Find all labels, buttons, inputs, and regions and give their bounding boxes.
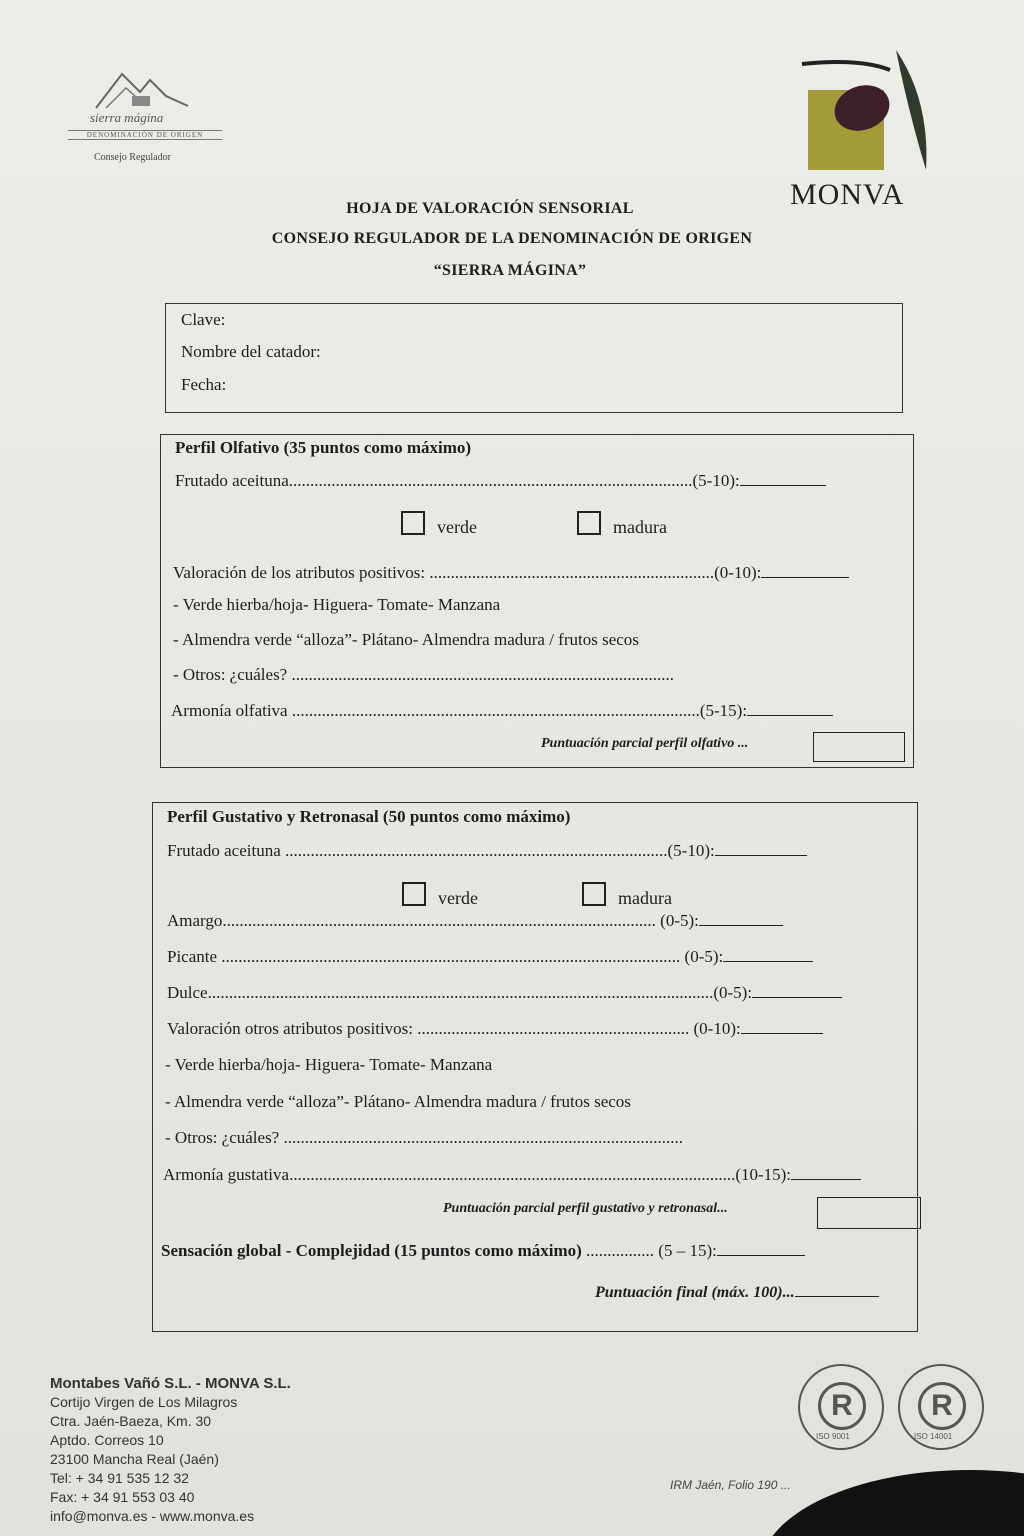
olfativo-armonia-label: Armonía olfativa: [171, 701, 288, 720]
olfativo-madura-checkbox[interactable]: [577, 511, 601, 535]
footer-web: info@monva.es - www.monva.es: [50, 1508, 255, 1524]
olfativo-attr-1: - Verde hierba/hoja- Higuera- Tomate- Manzana: [173, 595, 501, 614]
logo-left-name: sierra mágina: [90, 110, 164, 125]
gustativo-valoracion-blank[interactable]: [741, 1033, 823, 1034]
olfativo-frutado-row: [175, 471, 826, 491]
footer-address-2: Ctra. Jaén-Baeza, Km. 30: [50, 1413, 212, 1429]
dotted-leader: ..........................................................................................: [287, 665, 674, 684]
gustativo-picante-row: [167, 947, 813, 967]
quality-seal-iso9001: [798, 1364, 884, 1450]
gustativo-armonia-blank[interactable]: [791, 1179, 861, 1180]
logo-left-subtitle: DENOMINACIÓN DE ORIGEN: [68, 130, 222, 140]
gustativo-amargo-row: [167, 911, 783, 931]
olfativo-parcial-score-box[interactable]: [813, 732, 905, 762]
olfativo-attr-2: - Almendra verde “alloza”- Plátano- Almendra madura / frutos secos: [173, 630, 639, 649]
olfativo-armonia-row: [171, 701, 833, 721]
sensacion-global-blank[interactable]: [717, 1255, 805, 1256]
dotted-leader: ............................................................................................................: [217, 947, 685, 966]
dotted-leader: ..............................................................................................: [279, 1128, 683, 1147]
footer-address-1: Cortijo Virgen de Los Milagros: [50, 1394, 238, 1410]
quality-seal-iso14001: [898, 1364, 984, 1450]
olfativo-valoracion-blank[interactable]: [761, 577, 849, 578]
olfativo-frutado-blank[interactable]: [740, 485, 826, 486]
gustativo-valoracion-label: Valoración otros atributos positivos:: [167, 1019, 414, 1038]
gustativo-armonia-row: [163, 1165, 861, 1185]
corner-shadow: [760, 1470, 1024, 1536]
gustativo-parcial-score-box[interactable]: [817, 1197, 921, 1229]
olfativo-verde-checkbox[interactable]: [401, 511, 425, 535]
clave-label: Clave:: [181, 310, 226, 329]
monva-logo: [790, 40, 940, 220]
dotted-leader: .......................................................................................................................: [207, 983, 714, 1002]
fecha-label: Fecha:: [181, 375, 227, 394]
gustativo-amargo-range: (0-5):: [660, 911, 699, 930]
form-title: HOJA DE VALORACIÓN SENSORIAL: [346, 200, 634, 217]
olfativo-verde-label: verde: [437, 517, 477, 537]
gustativo-madura-checkbox[interactable]: [582, 882, 606, 906]
gustativo-verde-label: verde: [438, 888, 478, 908]
gustativo-amargo-blank[interactable]: [699, 925, 783, 926]
gustativo-verde-checkbox[interactable]: [402, 882, 426, 906]
seal-2-label: ISO 14001: [914, 1432, 953, 1441]
dotted-leader: ................: [581, 1241, 659, 1260]
olfativo-valoracion-label: Valoración de los atributos positivos:: [173, 563, 426, 582]
form-subtitle: CONSEJO REGULADOR DE LA DENOMINACIÓN DE ORIGEN: [271, 230, 753, 247]
olfativo-valoracion-range: (0-10):: [714, 563, 762, 582]
olfativo-armonia-range: (5-15):: [699, 701, 748, 720]
gustativo-picante-label: Picante: [167, 947, 218, 966]
gustativo-attr-1: - Verde hierba/hoja- Higuera- Tomate- Manzana: [165, 1055, 493, 1074]
gustativo-valoracion-row: [167, 1019, 823, 1039]
gustativo-armonia-label: Armonía gustativa: [163, 1165, 290, 1184]
sensacion-global-label: Sensación global - Complejidad (15 puntos como máximo): [161, 1241, 582, 1260]
gustativo-picante-range: (0-5):: [684, 947, 724, 966]
gustativo-otros-label: - Otros: ¿cuáles?: [165, 1128, 280, 1147]
gustativo-otros-row: [165, 1128, 683, 1148]
dotted-leader: .........................................................................................................: [289, 1165, 736, 1184]
gustativo-heading: Perfil Gustativo y Retronasal (50 puntos como máximo): [167, 807, 571, 826]
gustativo-frutado-range: (5-10):: [667, 841, 715, 860]
sierra-magina-logo: [66, 66, 226, 176]
puntuacion-final-blank[interactable]: [795, 1296, 879, 1297]
gustativo-armonia-range: (10-15):: [735, 1165, 792, 1184]
footer-address-4: 23100 Mancha Real (Jaén): [50, 1451, 219, 1467]
sensacion-global-row: [161, 1241, 805, 1261]
gustativo-attr-2: - Almendra verde “alloza”- Plátano- Almendra madura / frutos secos: [165, 1092, 631, 1111]
olive-fruit-icon: [790, 40, 940, 180]
dotted-leader: ................................................................................................: [287, 701, 700, 720]
gustativo-amargo-label: Amargo: [167, 911, 223, 930]
dotted-leader: ......................................................................................................: [222, 911, 661, 930]
logo-left-caption: Consejo Regulador: [94, 152, 171, 163]
gustativo-frutado-blank[interactable]: [715, 855, 807, 856]
gustativo-dulce-range: (0-5):: [713, 983, 753, 1002]
gustativo-picante-blank[interactable]: [723, 961, 813, 962]
puntuacion-final-row: [595, 1284, 879, 1302]
gustativo-madura-label: madura: [618, 888, 672, 908]
registered-r-icon: R: [918, 1382, 966, 1430]
irm-text: IRM Jaén, Folio 190 ...: [670, 1478, 791, 1492]
id-box: [165, 303, 903, 413]
olfativo-otros-row: [173, 665, 674, 685]
footer-tel: Tel: + 34 91 535 12 32: [50, 1470, 189, 1486]
olfativo-frutado-label: Frutado aceituna: [175, 471, 289, 490]
mountain-icon: [66, 66, 226, 116]
company-footer: [50, 1374, 291, 1526]
olfativo-otros-label: - Otros: ¿cuáles?: [173, 665, 288, 684]
dotted-leader: ...............................................................................................: [288, 471, 693, 490]
gustativo-valoracion-range: (0-10):: [693, 1019, 741, 1038]
olfativo-madura-label: madura: [613, 517, 667, 537]
gustativo-dulce-row: [167, 983, 842, 1003]
olfativo-frutado-range: (5-10):: [692, 471, 740, 490]
seal-1-label: ISO 9001: [816, 1432, 850, 1441]
olfativo-armonia-blank[interactable]: [747, 715, 833, 716]
catador-label: Nombre del catador:: [181, 342, 321, 361]
gustativo-parcial-label: Puntuación parcial perfil gustativo y retronasal...: [443, 1201, 728, 1216]
olfativo-heading: Perfil Olfativo (35 puntos como máximo): [175, 438, 472, 457]
registered-r-icon: R: [818, 1382, 866, 1430]
gustativo-dulce-blank[interactable]: [752, 997, 842, 998]
dotted-leader: ...................................................................: [425, 563, 715, 582]
monva-wordmark: MONVA: [790, 178, 905, 211]
dotted-leader: ..........................................................................................: [280, 841, 668, 860]
footer-firm: Montabes Vañó S.L. - MONVA S.L.: [50, 1375, 291, 1392]
gustativo-dulce-label: Dulce: [167, 983, 208, 1002]
perfil-gustativo-section: [152, 802, 918, 1332]
perfil-olfativo-section: [160, 434, 914, 768]
puntuacion-final-label: Puntuación final (máx. 100)...: [595, 1284, 795, 1301]
gustativo-frutado-row: [167, 841, 807, 861]
dotted-leader: ................................................................: [413, 1019, 694, 1038]
footer-fax: Fax: + 34 91 553 03 40: [50, 1489, 195, 1505]
form-subtitle-do: “SIERRA MÁGINA”: [433, 262, 587, 279]
sensacion-global-range: (5 – 15):: [658, 1241, 717, 1260]
footer-address-3: Aptdo. Correos 10: [50, 1432, 164, 1448]
olfativo-valoracion-row: [173, 563, 849, 583]
gustativo-frutado-label: Frutado aceituna: [167, 841, 281, 860]
olfativo-parcial-label: Puntuación parcial perfil olfativo ...: [541, 736, 749, 751]
